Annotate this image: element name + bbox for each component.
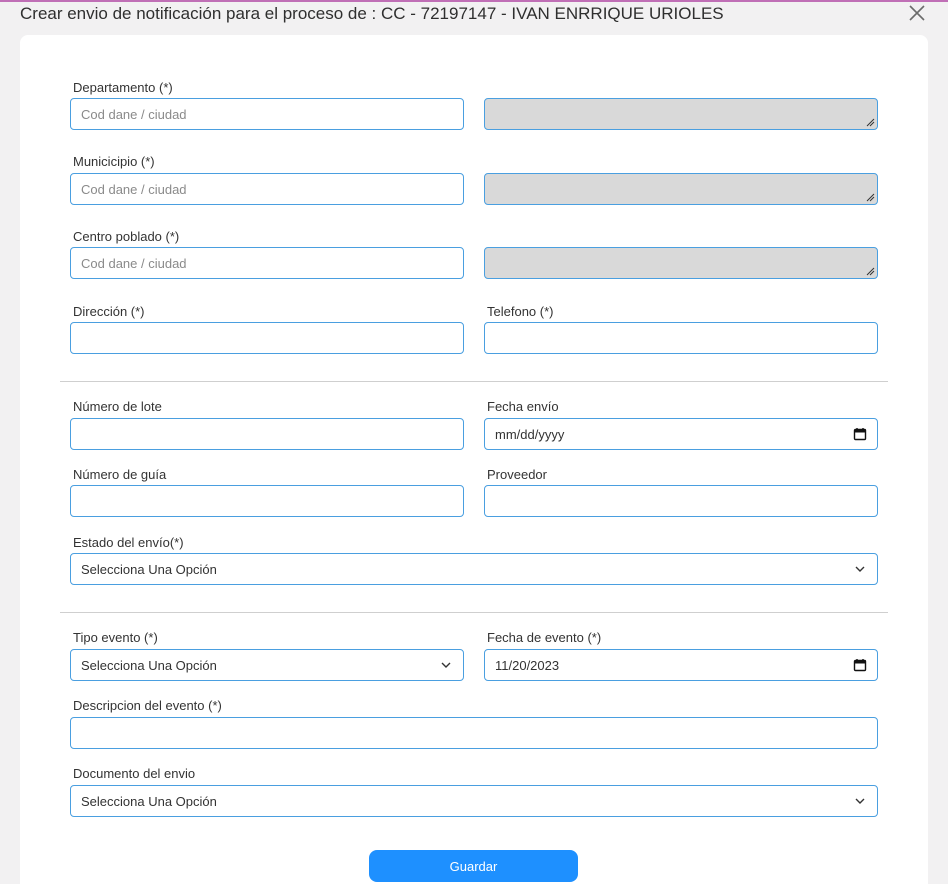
fecha-evento-date-input[interactable]: [484, 649, 878, 681]
direccion-input[interactable]: [70, 322, 464, 354]
estado-envio-value: Selecciona Una Opción: [81, 561, 217, 577]
departamento-input[interactable]: [70, 98, 464, 130]
proveedor-input[interactable]: [484, 485, 878, 517]
centro-poblado-name-textarea: [484, 247, 878, 279]
close-button[interactable]: [906, 2, 928, 24]
municipio-label: Municicipio (*): [73, 154, 155, 169]
tipo-evento-value: Selecciona Una Opción: [81, 657, 217, 673]
fecha-evento-label: Fecha de evento (*): [487, 630, 602, 645]
telefono-input[interactable]: [484, 322, 878, 354]
resize-grip-icon[interactable]: [866, 267, 875, 276]
section-divider: [60, 381, 888, 382]
departamento-name-textarea: [484, 98, 878, 130]
documento-envio-select[interactable]: [70, 785, 878, 817]
numero-guia-label: Número de guía: [73, 467, 167, 482]
tipo-evento-select[interactable]: [70, 649, 464, 681]
direccion-label: Dirección (*): [73, 304, 145, 319]
fecha-envio-date-input[interactable]: [484, 418, 878, 450]
departamento-label: Departamento (*): [73, 80, 173, 95]
top-accent-line: [0, 0, 948, 2]
calendar-icon[interactable]: [853, 427, 867, 441]
resize-grip-icon[interactable]: [866, 193, 875, 202]
descripcion-evento-input[interactable]: [70, 717, 878, 749]
descripcion-evento-label: Descripcion del evento (*): [73, 698, 222, 713]
close-icon: [906, 2, 928, 24]
save-button[interactable]: Guardar: [369, 850, 578, 882]
numero-lote-input[interactable]: [70, 418, 464, 450]
chevron-down-icon: [439, 658, 453, 672]
tipo-evento-label: Tipo evento (*): [73, 630, 158, 645]
documento-envio-label: Documento del envio: [73, 766, 196, 781]
proveedor-label: Proveedor: [487, 467, 547, 482]
fecha-envio-value: mm/dd/yyyy: [495, 426, 565, 442]
municipio-input[interactable]: [70, 173, 464, 205]
dialog-title: Crear envio de notificación para el proceso de : CC - 72197147 - IVAN ENRRIQUE URIOLES: [20, 4, 724, 23]
numero-lote-label: Número de lote: [73, 399, 162, 414]
chevron-down-icon: [853, 562, 867, 576]
centro-poblado-input[interactable]: [70, 247, 464, 279]
estado-envio-select[interactable]: [70, 553, 878, 585]
estado-envio-label: Estado del envío(*): [73, 535, 184, 550]
municipio-name-textarea: [484, 173, 878, 205]
section-divider: [60, 612, 888, 613]
numero-guia-input[interactable]: [70, 485, 464, 517]
form-card: [20, 35, 928, 884]
chevron-down-icon: [853, 794, 867, 808]
fecha-evento-value: 11/20/2023: [495, 657, 560, 673]
calendar-icon[interactable]: [853, 658, 867, 672]
fecha-envio-label: Fecha envío: [487, 399, 559, 414]
resize-grip-icon[interactable]: [866, 118, 875, 127]
documento-envio-value: Selecciona Una Opción: [81, 793, 217, 809]
telefono-label: Telefono (*): [487, 304, 554, 319]
centro-poblado-label: Centro poblado (*): [73, 229, 180, 244]
